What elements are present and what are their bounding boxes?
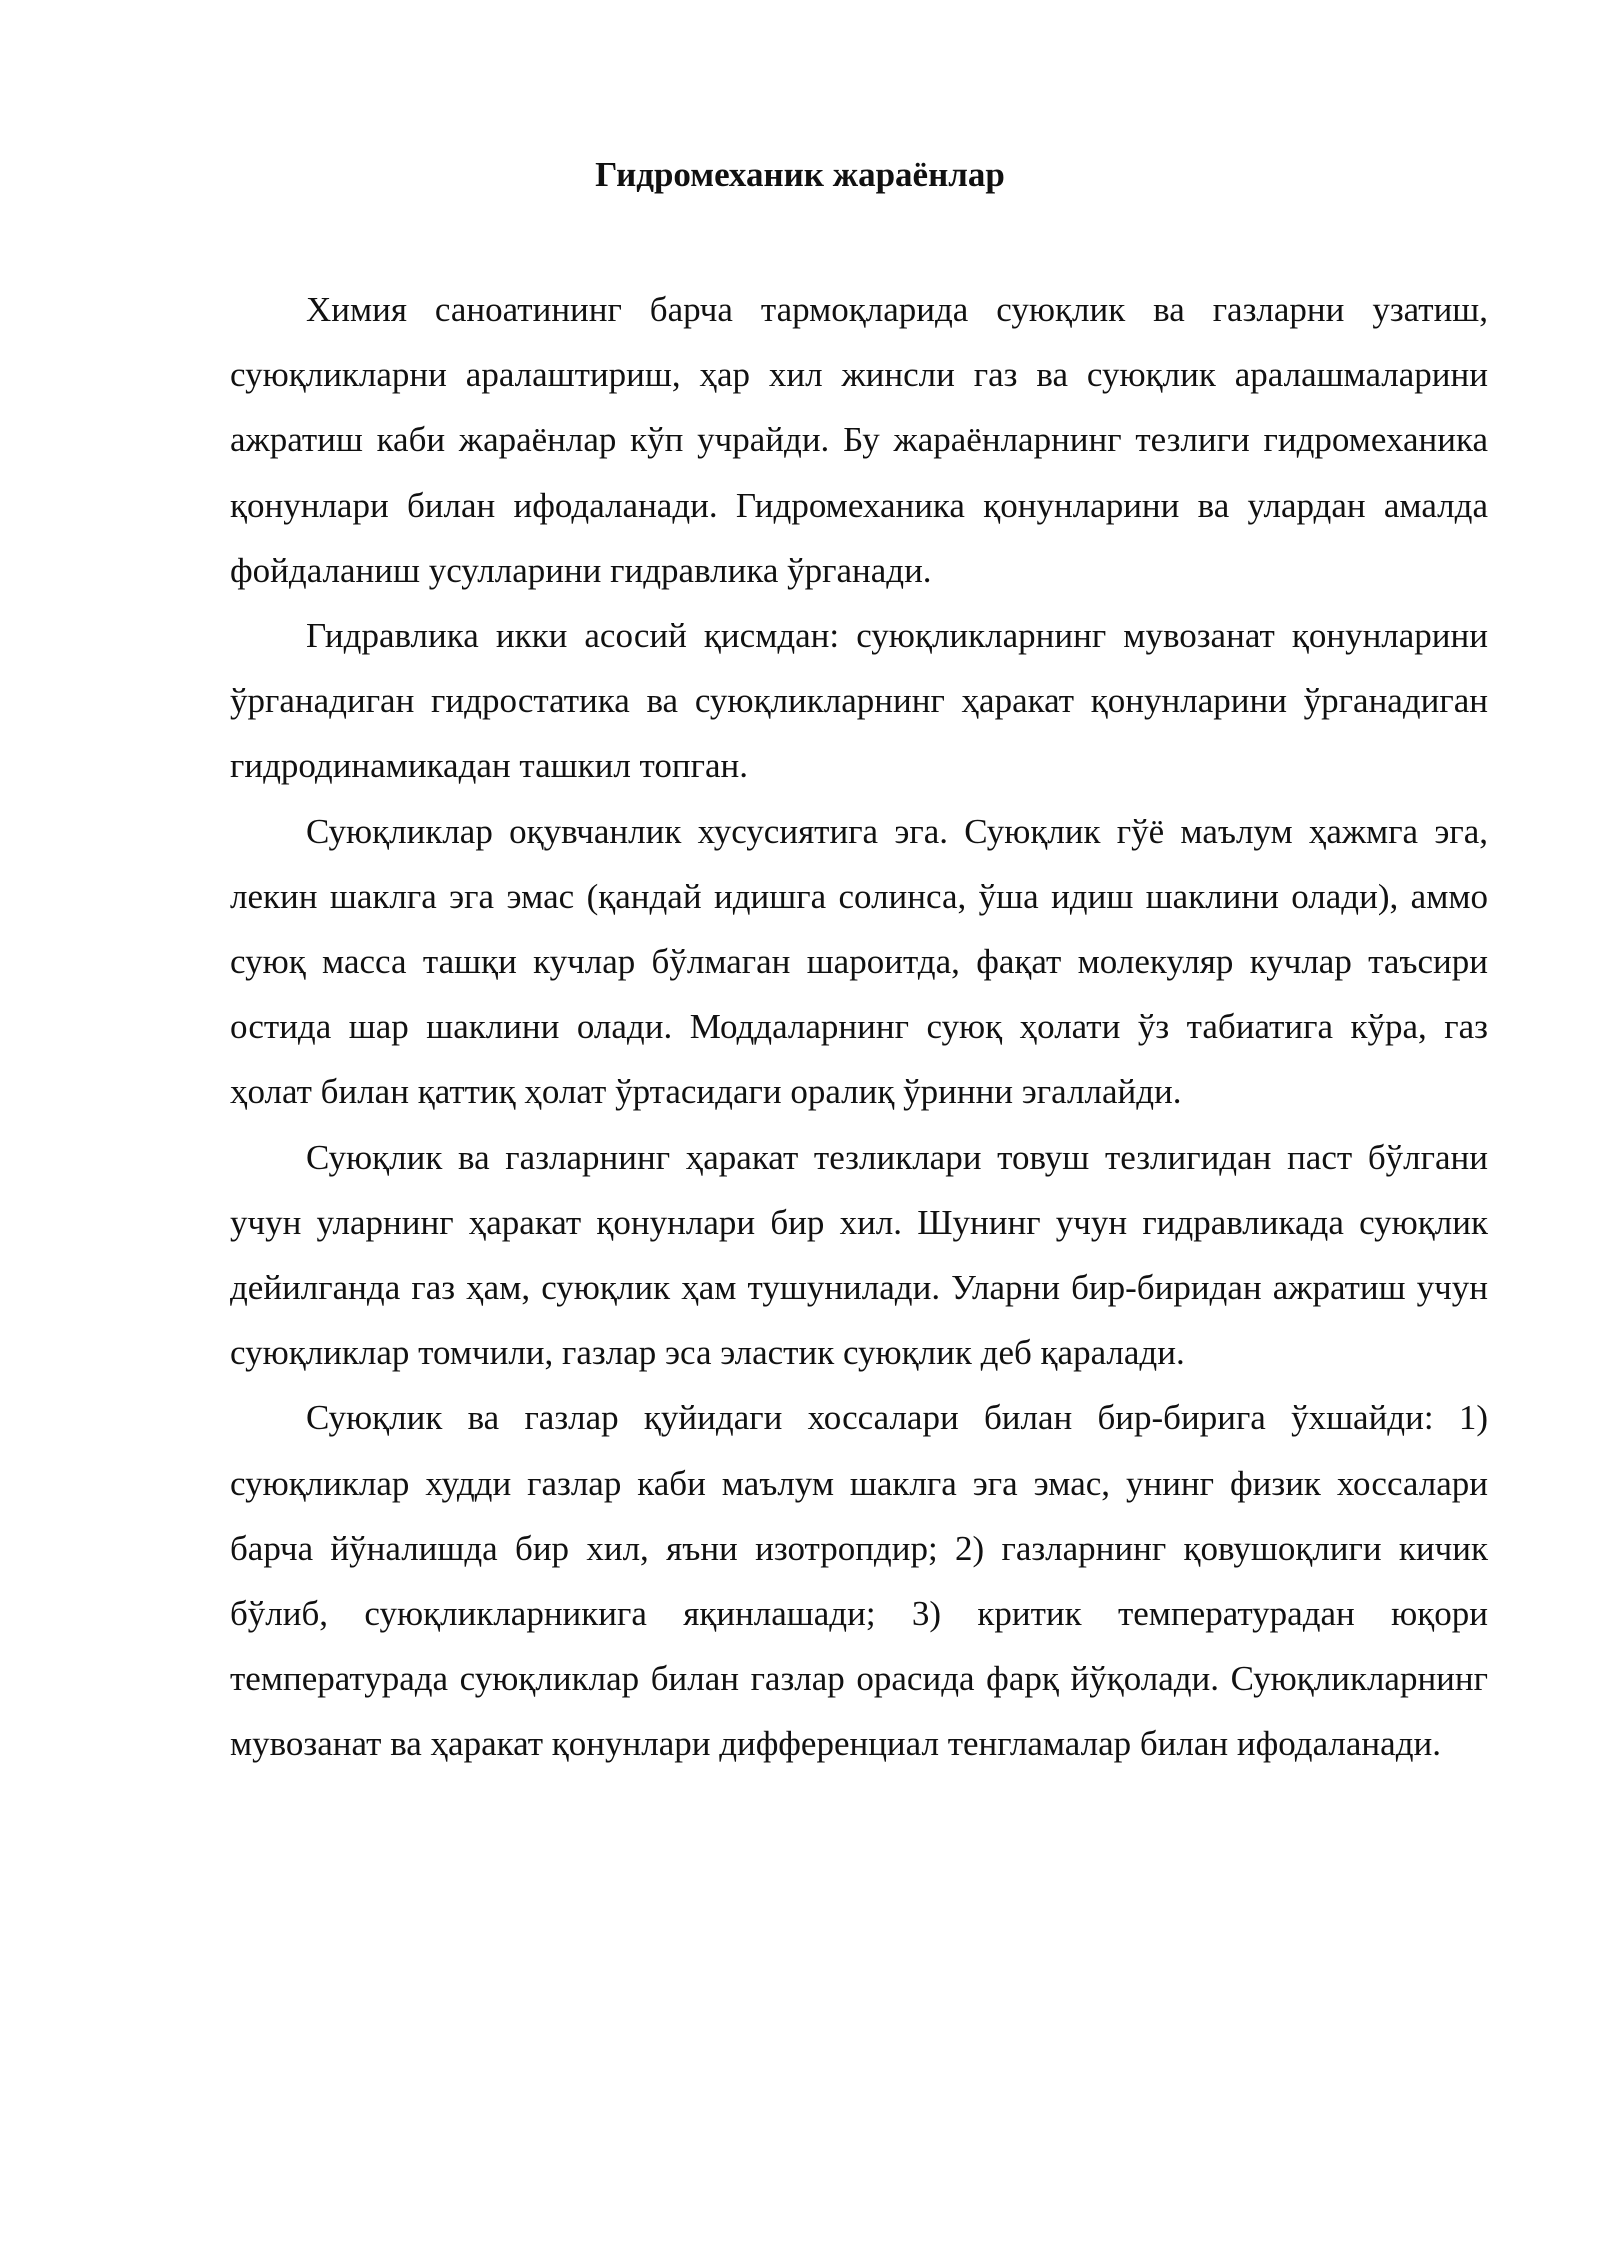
document-body	[230, 277, 1488, 1777]
paragraph: Химия саноатининг барча тармоқларида суюқлик ва газларни узатиш, суюқликларни аралаштириш, ҳар хил жинсли газ ва суюқлик аралашмаларини ажратиш каби жараёнлар кўп учрайди. Бу жараёнларнинг тезлиги гидромеханика қонунлари билан ифодаланади. Гидромеханика қонунларини ва улардан амалда фойдаланиш усулларини гидравлика ўрганади.	[230, 290, 1488, 590]
paragraph: Суюқликлар оқувчанлик хусусиятига эга. Суюқлик гўё маълум ҳажмга эга, лекин шаклга эга эмас (қандай идишга солинса, ўша идиш шаклини олади), аммо суюқ масса ташқи кучлар бўлмаган шароитда, фақат молекуляр кучлар таъсири остида шар шаклини олади. Моддаларнинг суюқ ҳолати ўз табиатига кўра, газ ҳолат билан қаттиқ ҳолат ўртасидаги оралиқ ўринни эгаллайди.	[230, 811, 1488, 1112]
paragraph: Суюқлик ва газларнинг ҳаракат тезликлари товуш тезлигидан паст бўлгани учун уларнинг ҳаракат қонунлари бир хил. Шунинг учун гидравликада суюқлик дейилганда газ ҳам, суюқлик ҳам тушунилади. Уларни бир-биридан ажратиш учун суюқликлар томчили, газлар эса эластик суюқлик деб қаралади.	[230, 1137, 1488, 1373]
paragraph: Гидравлика икки асосий қисмдан: суюқликларнинг мувозанат қонунларини ўрганадиган гидростатика ва суюқликларнинг ҳаракат қонунларини ўрганадиган гидродинамикадан ташкил топган.	[230, 616, 1488, 786]
document-title: Гидромеханик жараёнлар	[595, 155, 1005, 194]
paragraph: Суюқлик ва газлар қуйидаги хоссалари билан бир-бирига ўхшайди: 1) суюқликлар худди газлар каби маълум шаклга эга эмас, унинг физик хоссалари барча йўналишда бир хил, яъни изотропдир; 2) газларнинг қовушоқлиги кичик бўлиб, суюқликларникига яқинлашади; 3) критик температурадан юқори температурада суюқликлар билан газлар орасида фарқ йўқолади. Суюқликларнинг мувозанат ва ҳаракат қонунлари дифференциал тенгламалар билан ифодаланади.	[230, 1398, 1488, 1764]
